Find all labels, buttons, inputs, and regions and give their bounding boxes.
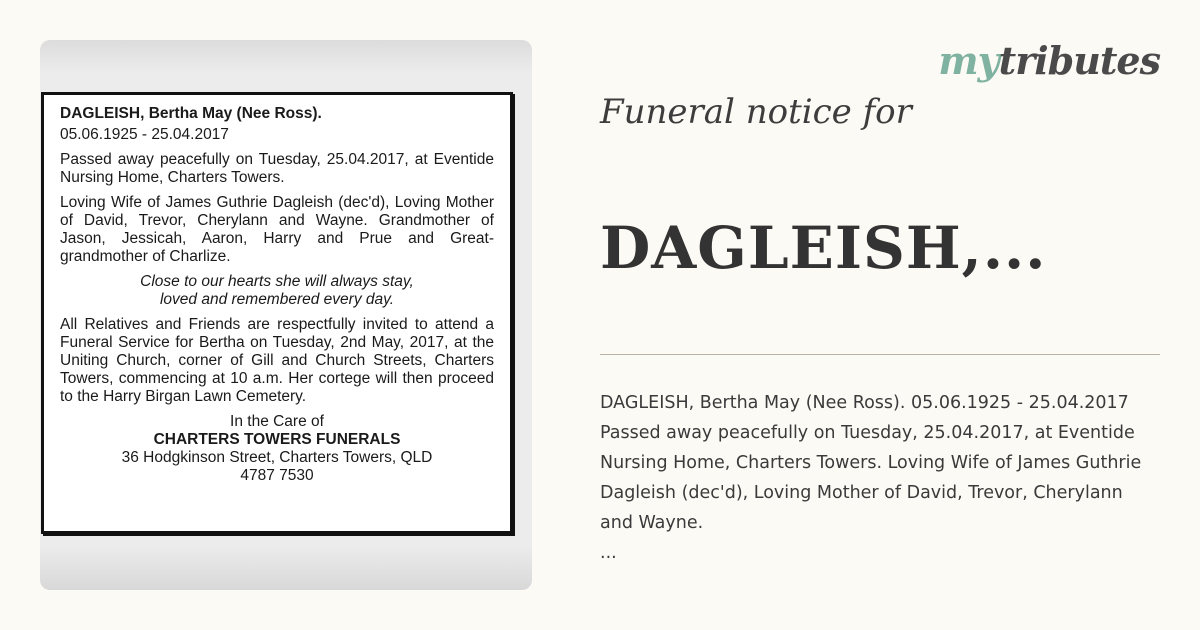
- logo-prefix: my: [938, 38, 999, 83]
- logo-suffix: tributes: [998, 38, 1160, 83]
- notice-family: Loving Wife of James Guthrie Dagleish (dec'd), Loving Mother of David, Trevor, Cherylann and Wayne. Grandmother of Jason, Jessicah, Aaron, Harry and Prue and Great-grandmother of Charlize.: [60, 194, 494, 265]
- section-divider: [600, 354, 1160, 355]
- mytributes-logo: [938, 38, 1160, 83]
- notice-verse-line: Close to our hearts she will always stay,: [140, 273, 414, 290]
- notice-deceased-name: DAGLEISH, Bertha May (Nee Ross).: [60, 105, 322, 122]
- notice-verse: [60, 273, 494, 309]
- notice-dates: 05.06.1925 - 25.04.2017: [60, 126, 229, 143]
- notice-verse-line: loved and remembered every day.: [159, 291, 395, 308]
- notice-funeral-home-phone: 4787 7530: [240, 467, 314, 484]
- notice-care-intro: In the Care of: [230, 413, 324, 430]
- funeral-notice-clipping: [41, 92, 513, 534]
- notice-image-card: [40, 40, 532, 590]
- notice-excerpt-text: DAGLEISH, Bertha May (Nee Ross). 05.06.1925 - 25.04.2017 Passed away peacefully on Tuesday, 25.04.2017, at Eventide Nursing Home, Charters Towers. Loving Wife of James Guthrie Dagleish (dec'd), Loving Mother of David, Trevor, Cherylann and Wayne.: [600, 393, 1142, 533]
- notice-service-details: All Relatives and Friends are respectfully invited to attend a Funeral Service for Bertha on Tuesday, 2nd May, 2017, at the Uniting Church, corner of Gill and Church Streets, Charters Towers, commencing at 10 a.m. Her cortege will then proceed to the Harry Birgan Lawn Cemetery.: [60, 316, 494, 405]
- notice-funeral-home-name: CHARTERS TOWERS FUNERALS: [153, 431, 401, 448]
- notice-passing: Passed away peacefully on Tuesday, 25.04.2017, at Eventide Nursing Home, Charters Towers.: [60, 151, 494, 186]
- notice-excerpt: [600, 388, 1160, 568]
- page-title: DAGLEISH,...: [600, 214, 1047, 282]
- notice-funeral-home: [60, 413, 494, 485]
- notice-excerpt-ellipsis: ...: [600, 543, 617, 563]
- page-lead: Funeral notice for: [600, 92, 912, 132]
- notice-funeral-home-address: 36 Hodgkinson Street, Charters Towers, QLD: [121, 449, 433, 466]
